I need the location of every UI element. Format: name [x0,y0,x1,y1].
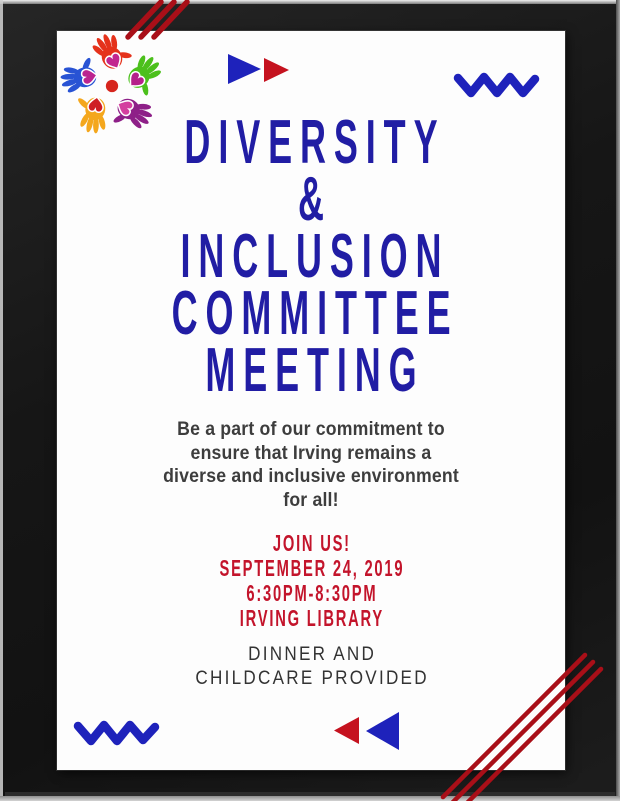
zigzag-bottom-left-icon [71,715,163,747]
footer-line-1: DINNER AND [248,644,377,665]
title-line-4: COMMITTEE [171,279,459,348]
poster-title [57,108,565,405]
body-line-1: Be a part of our commitment to [177,419,445,440]
footer-line-2: CHILDCARE PROVIDED [195,668,429,689]
title-line-3: INCLUSION [180,222,450,291]
title-line-5: MEETING [205,336,425,405]
poster-body-text [57,418,565,512]
red-right-triangle-icon [264,58,289,82]
frame-edge-bottom [0,796,620,801]
event-location: IRVING LIBRARY [239,605,384,631]
event-join-us: JOIN US! [272,530,351,556]
left-arrows-decoration [330,710,400,752]
title-line-2: & [298,165,332,234]
body-line-4: for all! [283,489,339,511]
zigzag-top-right-icon [452,68,540,98]
red-left-triangle-icon [334,717,359,744]
title-line-1: DIVERSITY [184,108,446,177]
frame-edge-top [0,0,620,4]
flyer-page [57,31,565,770]
event-time: 6:30PM-8:30PM [246,580,378,606]
blue-left-triangle-icon [366,712,399,750]
frame-edge-right [616,0,620,801]
right-arrows-decoration [227,53,291,85]
body-line-2: ensure that Irving remains a [190,442,432,464]
logo-center-dot [106,80,118,92]
heart-icon [87,96,104,113]
heart-icon [81,68,99,86]
event-date: SEPTEMBER 24, 2019 [219,555,405,581]
body-line-3: diverse and inclusive environment [163,466,459,487]
frame-edge-left [0,0,3,801]
footer-note [57,643,565,691]
event-details [57,531,565,631]
blue-right-triangle-icon [228,54,261,84]
